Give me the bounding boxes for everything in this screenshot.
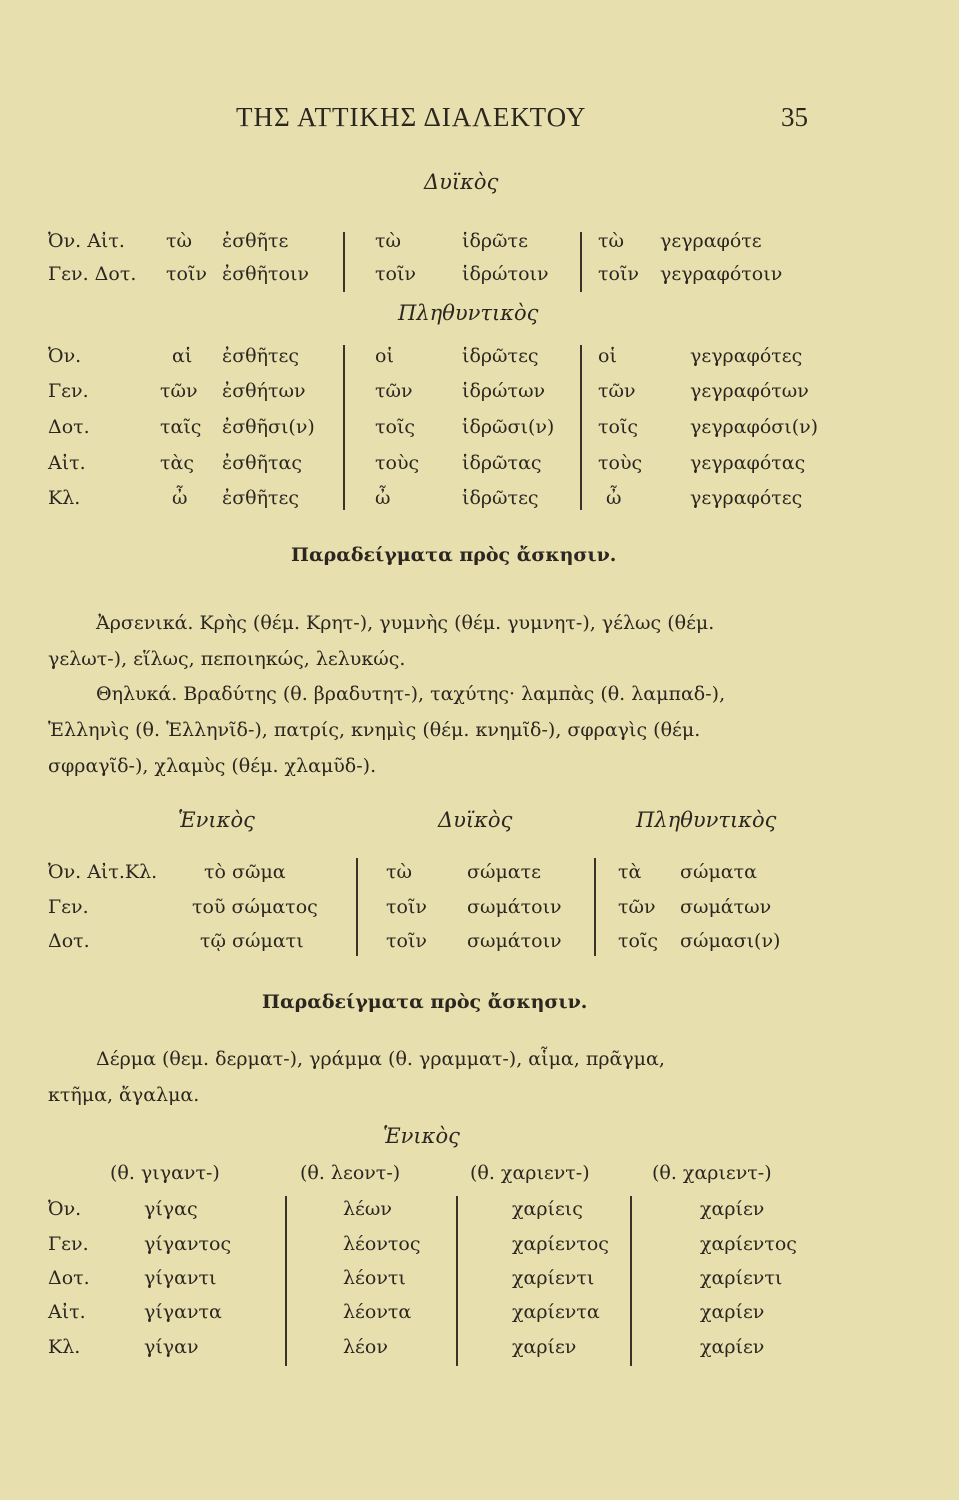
word: γίγαντι bbox=[144, 1267, 217, 1289]
article: ταῖς bbox=[160, 416, 202, 438]
article: τὼ bbox=[598, 230, 625, 252]
article: τοῖν bbox=[386, 930, 427, 952]
dual-heading: Δυϊκὸς bbox=[438, 808, 513, 832]
word: σώματε bbox=[467, 861, 541, 883]
column-divider bbox=[580, 345, 582, 510]
word: λέοντα bbox=[343, 1301, 412, 1323]
word: χαρίεντι bbox=[700, 1267, 783, 1289]
word: γίγας bbox=[144, 1198, 198, 1220]
case-label: Ὀν. Αἰτ. bbox=[48, 230, 125, 252]
word: γίγαντος bbox=[144, 1233, 232, 1255]
text-line: Ἀρσενικά. Κρὴς (θέμ. Κρητ-), γυμνὴς (θέμ. γυμνητ-), γέλως (θέμ. bbox=[96, 612, 715, 634]
text-line: Ἑλληνὶς (θ. Ἑλληνῖδ-), πατρίς, κνημὶς (θέμ. κνημῖδ-), σφραγὶς (θέμ. bbox=[48, 719, 701, 741]
article: τῶν bbox=[375, 380, 413, 402]
case-label: Αἰτ. bbox=[48, 1301, 86, 1323]
word: ἱδρώτοιν bbox=[462, 263, 549, 285]
case-label: Γεν. bbox=[48, 380, 89, 402]
word: χαρίεν bbox=[512, 1336, 577, 1358]
plural-heading: Πληθυντικὸς bbox=[398, 301, 539, 325]
case-label: Δοτ. bbox=[48, 930, 90, 952]
article: ὦ bbox=[606, 487, 622, 509]
word: γεγραφότοιν bbox=[660, 263, 783, 285]
exercise-heading: Παραδείγματα πρὸς ἄσκησιν. bbox=[262, 991, 588, 1013]
word: ἐσθῆτες bbox=[222, 345, 299, 367]
word: χαρίεντα bbox=[512, 1301, 600, 1323]
word: ἱδρῶτες bbox=[462, 487, 539, 509]
word: χαρίεντι bbox=[512, 1267, 595, 1289]
article: ὦ bbox=[172, 487, 188, 509]
running-title: ΤΗΣ ΑΤΤΙΚΗΣ ΔΙΑΛΕΚΤΟΥ bbox=[236, 102, 587, 132]
word: σωμάτοιν bbox=[467, 896, 562, 918]
case-label: Δοτ. bbox=[48, 1267, 90, 1289]
case-label: Γεν. bbox=[48, 896, 89, 918]
word: ἱδρῶτε bbox=[462, 230, 528, 252]
word: σώματα bbox=[680, 861, 757, 883]
column-divider bbox=[630, 1196, 632, 1366]
word: ἐσθῆτας bbox=[222, 452, 302, 474]
word: ἐσθῆσι(ν) bbox=[222, 416, 315, 438]
article: τοῖς bbox=[598, 416, 639, 438]
case-label: Γεν. bbox=[48, 1233, 89, 1255]
column-divider bbox=[285, 1196, 287, 1366]
article: τῶν bbox=[618, 896, 656, 918]
page-number: 35 bbox=[781, 102, 808, 132]
singular-heading: Ἑνικὸς bbox=[383, 1124, 460, 1148]
article: τοῖν bbox=[386, 896, 427, 918]
case-label: Γεν. Δοτ. bbox=[48, 263, 137, 285]
article: ὦ bbox=[375, 487, 391, 509]
article: τοὺς bbox=[598, 452, 643, 474]
word: γεγραφότε bbox=[660, 230, 762, 252]
singular-heading: Ἑνικὸς bbox=[178, 808, 255, 832]
column-divider bbox=[356, 858, 358, 956]
word: ἱδρώτων bbox=[462, 380, 546, 402]
word: σωμάτοιν bbox=[467, 930, 562, 952]
word: ἐσθήτων bbox=[222, 380, 306, 402]
word: λέον bbox=[343, 1336, 388, 1358]
article: τοῖν bbox=[375, 263, 416, 285]
stem-label: (θ. χαριεντ-) bbox=[652, 1162, 772, 1184]
article: τὼ bbox=[375, 230, 402, 252]
singular-form: τοῦ σώματος bbox=[192, 896, 318, 918]
word: ἐσθῆτε bbox=[222, 230, 289, 252]
dual-heading: Δυϊκὸς bbox=[424, 170, 499, 194]
article: τὰ bbox=[618, 861, 642, 883]
case-label: Δοτ. bbox=[48, 416, 90, 438]
text-line: Δέρμα (θεμ. δερματ-), γράμμα (θ. γραμματ-), αἷμα, πρᾶγμα, bbox=[96, 1048, 665, 1070]
article: τὼ bbox=[166, 230, 193, 252]
text-line: σφραγῖδ-), χλαμὺς (θέμ. χλαμῦδ-). bbox=[48, 755, 377, 777]
article: τοῖς bbox=[618, 930, 659, 952]
text-line: Θηλυκά. Βραδύτης (θ. βραδυτητ-), ταχύτης· λαμπὰς (θ. λαμπαδ-), bbox=[96, 683, 726, 705]
word: γεγραφόσι(ν) bbox=[690, 416, 819, 438]
article: τοῖς bbox=[375, 416, 416, 438]
article: τοῖν bbox=[598, 263, 639, 285]
word: γεγραφότων bbox=[690, 380, 809, 402]
word: ἱδρῶσι(ν) bbox=[462, 416, 555, 438]
text-line: γελωτ-), εἵλως, πεποιηκώς, λελυκώς. bbox=[48, 648, 406, 670]
stem-label: (θ. γιγαντ-) bbox=[110, 1162, 220, 1184]
column-divider bbox=[594, 858, 596, 956]
column-divider bbox=[580, 232, 582, 292]
word: σωμάτων bbox=[680, 896, 772, 918]
word: χαρίεν bbox=[700, 1198, 765, 1220]
word: χαρίεντος bbox=[700, 1233, 797, 1255]
exercise-heading: Παραδείγματα πρὸς ἄσκησιν. bbox=[291, 544, 617, 566]
word: λέοντος bbox=[343, 1233, 421, 1255]
article: τῶν bbox=[160, 380, 198, 402]
word: ἱδρῶτες bbox=[462, 345, 539, 367]
stem-label: (θ. λεοντ-) bbox=[300, 1162, 401, 1184]
word: χαρίεν bbox=[700, 1336, 765, 1358]
word: χαρίεν bbox=[700, 1301, 765, 1323]
word: χαρίεντος bbox=[512, 1233, 609, 1255]
article: τὰς bbox=[160, 452, 194, 474]
case-label: Κλ. bbox=[48, 487, 81, 509]
singular-form: τῷ σώματι bbox=[200, 930, 304, 952]
word: γίγαν bbox=[144, 1336, 199, 1358]
article: τῶν bbox=[598, 380, 636, 402]
singular-form: τὸ σῶμα bbox=[204, 861, 286, 883]
word: γεγραφότες bbox=[690, 345, 803, 367]
case-label: Ὀν. bbox=[48, 1198, 82, 1220]
article: τὼ bbox=[386, 861, 413, 883]
article: αἱ bbox=[172, 345, 193, 367]
word: λέοντι bbox=[343, 1267, 406, 1289]
article: τοὺς bbox=[375, 452, 420, 474]
word: γεγραφότας bbox=[690, 452, 806, 474]
stem-label: (θ. χαριεντ-) bbox=[470, 1162, 590, 1184]
article: οἱ bbox=[375, 345, 394, 367]
word: γεγραφότες bbox=[690, 487, 803, 509]
article: οἱ bbox=[598, 345, 617, 367]
word: σώμασι(ν) bbox=[680, 930, 781, 952]
text-line: κτῆμα, ἄγαλμα. bbox=[48, 1084, 200, 1106]
case-label: Ὀν. bbox=[48, 345, 82, 367]
column-divider bbox=[343, 345, 345, 510]
case-label: Κλ. bbox=[48, 1336, 81, 1358]
word: ἐσθῆτοιν bbox=[222, 263, 309, 285]
case-label: Ὀν. Αἰτ.Κλ. bbox=[48, 861, 158, 883]
plural-heading: Πληθυντικὸς bbox=[636, 808, 777, 832]
word: ἱδρῶτας bbox=[462, 452, 542, 474]
word: ἐσθῆτες bbox=[222, 487, 299, 509]
word: χαρίεις bbox=[512, 1198, 583, 1220]
word: γίγαντα bbox=[144, 1301, 222, 1323]
word: λέων bbox=[343, 1198, 392, 1220]
article: τοῖν bbox=[166, 263, 207, 285]
case-label: Αἰτ. bbox=[48, 452, 86, 474]
column-divider bbox=[456, 1196, 458, 1366]
column-divider bbox=[343, 232, 345, 292]
